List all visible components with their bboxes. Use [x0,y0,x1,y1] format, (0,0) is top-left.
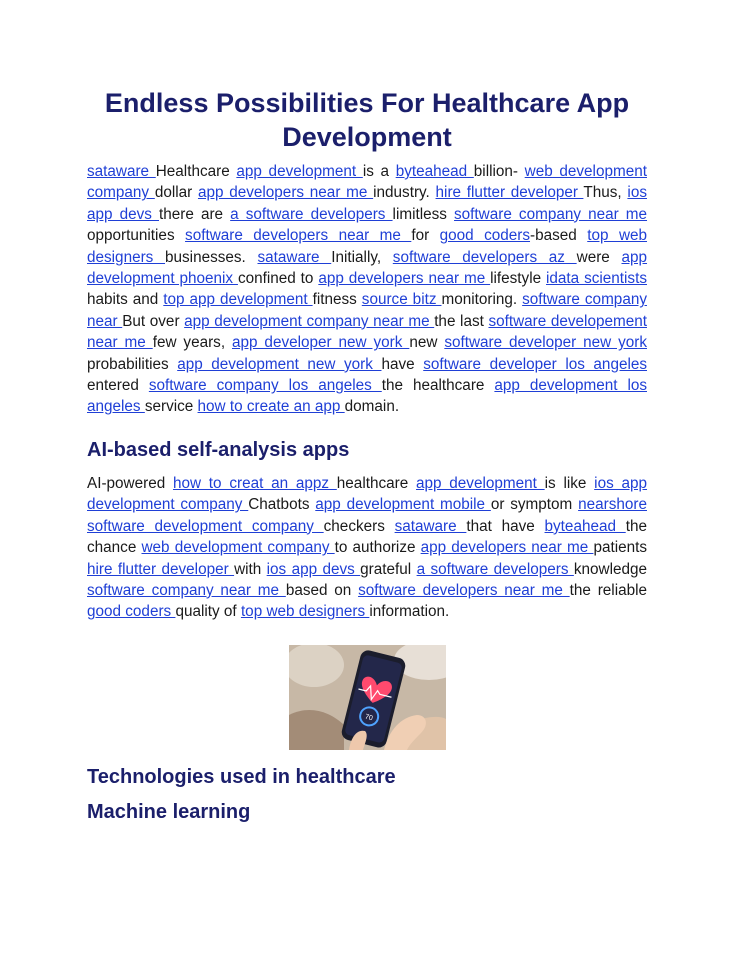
body-text: businesses. [165,248,258,266]
inline-link[interactable]: software company near me [454,205,648,223]
inline-link[interactable]: a software developers [230,205,393,223]
inline-link[interactable]: software developers az [392,248,577,266]
body-text: grateful [360,560,417,578]
body-text: patients [593,539,648,557]
inline-link[interactable]: byteahead [395,163,474,180]
ai-paragraph [87,473,647,623]
body-text: were [576,248,622,266]
body-text: Thus, [583,184,628,202]
inline-link[interactable]: hire flutter developer [435,184,584,202]
inline-link[interactable]: web development company [87,163,647,202]
body-text: entered [87,377,149,395]
inline-link[interactable]: top web designers [240,603,370,621]
inline-link[interactable]: software company near [87,291,647,330]
section-heading-machine-learning: Machine learning [87,800,251,823]
body-text: the healthcare [381,377,495,395]
section-heading-technologies: Technologies used in healthcare [87,765,396,788]
body-text: industry. [373,184,436,202]
body-text: Chatbots [248,496,316,514]
page-title: Endless Possibilities For Healthcare App Development [104,88,630,152]
inline-link[interactable]: ios app development company [87,474,648,514]
inline-link[interactable]: software company los angeles [148,377,382,395]
body-text: there are [159,205,231,223]
inline-link[interactable]: ios app devs [87,184,647,223]
inline-link[interactable]: app development company near me [184,312,435,330]
inline-link[interactable]: idata scientists [546,270,647,288]
smartphone-heart-image [289,645,446,750]
heart-rate-value: 70 [363,713,373,722]
inline-link[interactable]: a software developers [416,560,574,578]
inline-link[interactable]: app development [416,474,545,492]
inline-link[interactable]: app developers near me [318,270,491,288]
inline-link[interactable]: software developers near me [185,227,412,245]
body-text: or symptom [490,496,579,514]
body-text: billion- [473,163,525,180]
body-text: domain. [344,398,400,416]
body-text: lifestyle [490,270,547,288]
inline-link[interactable]: hire flutter developer [87,560,235,578]
intro-paragraph [87,161,647,418]
body-text: Healthcare [155,163,237,180]
inline-link[interactable]: software company near me [87,581,286,599]
body-text: is like [544,474,595,492]
body-text: -based [530,227,588,245]
section-heading-ai: AI-based self-analysis apps [87,438,350,461]
inline-link[interactable]: app developers near me [420,539,594,557]
body-text: for [411,227,440,245]
inline-link[interactable]: how to creat an appz [172,474,337,492]
inline-link[interactable]: app developer new york [232,334,410,352]
inline-link[interactable]: software developer new york [444,334,648,352]
body-text: information. [369,603,450,621]
body-text: fitness [312,291,362,309]
inline-link[interactable]: source bitz [361,291,442,309]
inline-link[interactable]: top app development [163,291,313,309]
inline-link[interactable]: sataware [394,517,467,535]
body-text: service [144,398,198,416]
body-text: quality of [175,603,241,621]
body-text: confined to [237,270,319,288]
body-text: checkers [323,517,395,535]
inline-link[interactable]: sataware [87,163,156,180]
inline-link[interactable]: sataware [257,248,332,266]
body-text: dollar [154,184,198,202]
inline-link[interactable]: web development company [141,539,335,557]
inline-link[interactable]: nearshore software development company [87,496,647,535]
inline-link[interactable]: software developement near me [87,312,647,352]
body-text: have [381,355,424,373]
phone-photo [289,645,446,750]
inline-link[interactable]: good coders [439,227,531,245]
inline-link[interactable]: good coders [87,603,176,621]
inline-link[interactable]: top web designers [87,227,648,266]
body-text: healthcare [336,474,416,492]
inline-link[interactable]: software developer los angeles [423,355,648,373]
inline-link[interactable]: byteahead [544,517,626,535]
inline-link[interactable]: software developers near me [358,581,570,599]
inline-link[interactable]: how to create an app [197,398,345,416]
body-text: to authorize [334,539,421,557]
body-text: few years, [152,334,232,352]
inline-link[interactable]: app development los angeles [87,377,647,416]
body-text: the last [434,312,489,330]
body-text: But over [122,312,185,330]
body-text: that have [466,517,545,535]
inline-link[interactable]: app developers near me [197,184,374,202]
inline-link[interactable]: app development mobile [315,496,491,514]
body-text: knowledge [573,560,647,578]
body-text: is a [362,163,396,180]
body-text: probabilities [87,355,178,373]
inline-link[interactable]: app development phoenix [87,248,648,288]
body-text: Initially, [331,248,393,266]
body-text: AI-powered [87,474,173,492]
body-text: based on [285,581,359,599]
body-text: new [409,334,445,352]
body-text: the reliable [569,581,648,599]
body-text: limitless [392,205,455,223]
document-page [87,86,647,825]
inline-link[interactable]: app development [236,163,363,180]
body-text: the chance [87,517,647,557]
inline-link[interactable]: app development new york [177,355,382,373]
body-text: opportunities [87,227,186,245]
inline-link[interactable]: ios app devs [266,560,361,578]
body-text: with [234,560,267,578]
body-text: habits and [87,291,164,309]
body-text: monitoring. [441,291,523,309]
